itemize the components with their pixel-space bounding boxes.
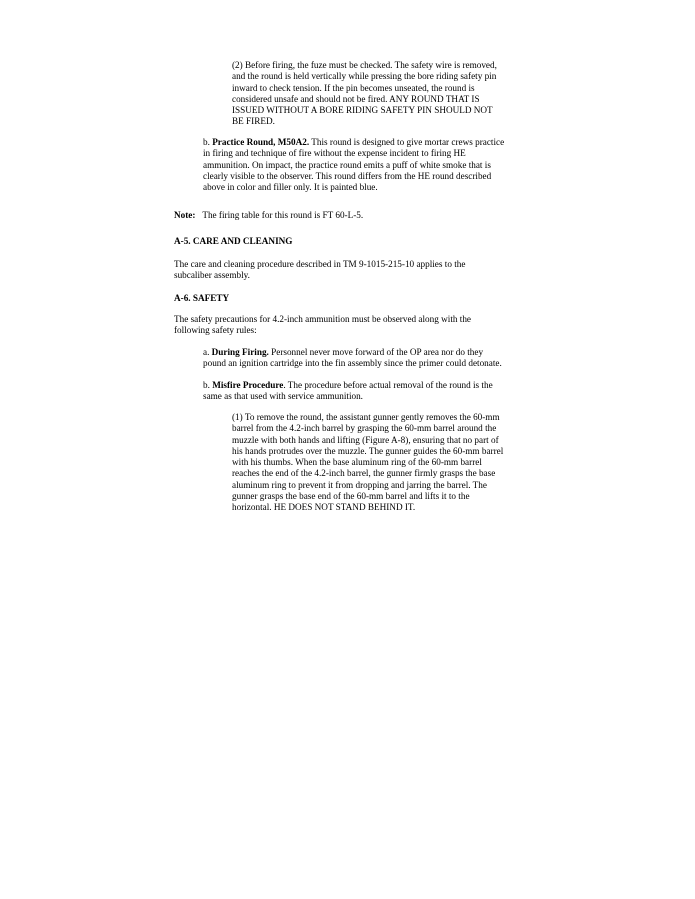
text-line: in firing and technique of fire without the expense incident to firing HE: [203, 148, 466, 159]
paragraph-title: Misfire Procedure: [212, 380, 284, 390]
item-prefix: b.: [203, 137, 213, 147]
text-line: same as that used with service ammunition.: [203, 391, 363, 402]
text-line: above in color and filler only. It is painted blue.: [203, 182, 378, 193]
text-line: considered unsafe and should not be fired. ANY ROUND THAT IS: [232, 93, 480, 104]
paragraph-title: Practice Round, M50A2.: [212, 137, 310, 147]
text-line: (1) To remove the round, the assistant gunner gently removes the 60-mm: [232, 412, 500, 422]
text-line: inward to check tension. If the pin becomes unseated, the round is: [232, 82, 475, 93]
text-line: barrel from the 4.2-inch barrel by grasping the 60-mm barrel around the: [232, 423, 497, 434]
note-label: Note:: [174, 210, 196, 220]
text-line: ISSUED WITHOUT A BORE RIDING SAFETY PIN SHOULD NOT: [232, 105, 493, 116]
text-line: [203, 137, 504, 148]
fuze-check-paragraph: [232, 60, 497, 128]
text-line: aluminum ring to prevent it from dropping and jarring the barrel. The: [232, 479, 487, 490]
text-line: horizontal. HE DOES NOT STAND BEHIND IT.: [232, 502, 416, 513]
care-cleaning-paragraph: [174, 259, 465, 282]
item-prefix: a.: [203, 347, 212, 357]
text-line: [203, 347, 502, 358]
text-line: ammunition. On impact, the practice round emits a puff of white smoke that is: [203, 159, 491, 170]
text-run: This round is designed to give mortar crews practice: [309, 137, 505, 147]
section-heading-a6: A-6. SAFETY: [174, 293, 230, 303]
text-line: his hands protrudes over the muzzle. The gunner guides the 60-mm barrel: [232, 445, 504, 456]
text-line: The safety precautions for 4.2-inch ammunition must be observed along with the: [174, 314, 471, 324]
text-line: following safety rules:: [174, 325, 257, 336]
text-line: clearly visible to the observer. This round differs from the HE round described: [203, 170, 492, 181]
text-line: with his thumbs. When the base aluminum ring of the 60-mm barrel: [232, 457, 482, 468]
text-line: gunner grasps the base end of the 60-mm barrel and lifts it to the: [232, 491, 470, 502]
item-prefix: b.: [203, 380, 213, 390]
misfire-step-1-paragraph: [232, 412, 503, 514]
text-line: (2) Before firing, the fuze must be checked. The safety wire is removed,: [232, 60, 497, 70]
text-line: [174, 210, 363, 221]
text-line: [203, 380, 493, 391]
section-heading-a5: A-5. CARE AND CLEANING: [174, 236, 293, 246]
note: [174, 210, 363, 221]
misfire-paragraph: [203, 380, 493, 403]
text-run: . The procedure before actual removal of the round is the: [283, 380, 493, 390]
text-line: BE FIRED.: [232, 116, 275, 127]
safety-intro-paragraph: [174, 314, 471, 337]
practice-round-paragraph: [203, 137, 504, 193]
text-line: muzzle with both hands and lifting (Figure A-8), ensuring that no part of: [232, 434, 499, 445]
text-run: Personnel never move forward of the OP area nor do they: [268, 347, 484, 357]
text-line: reaches the end of the 4.2-inch barrel, the gunner firmly grasps the base: [232, 468, 496, 479]
text-line: subcaliber assembly.: [174, 270, 250, 281]
paragraph-title: During Firing.: [211, 347, 269, 357]
text-line: The care and cleaning procedure described in TM 9-1015-215-10 applies to the: [174, 259, 466, 269]
text-line: and the round is held vertically while pressing the bore riding safety pin: [232, 71, 497, 82]
note-text: The firing table for this round is FT 60-L-5.: [202, 210, 364, 220]
text-line: pound an ignition cartridge into the fin assembly since the primer could detonate.: [203, 358, 502, 369]
during-firing-paragraph: [203, 347, 502, 370]
